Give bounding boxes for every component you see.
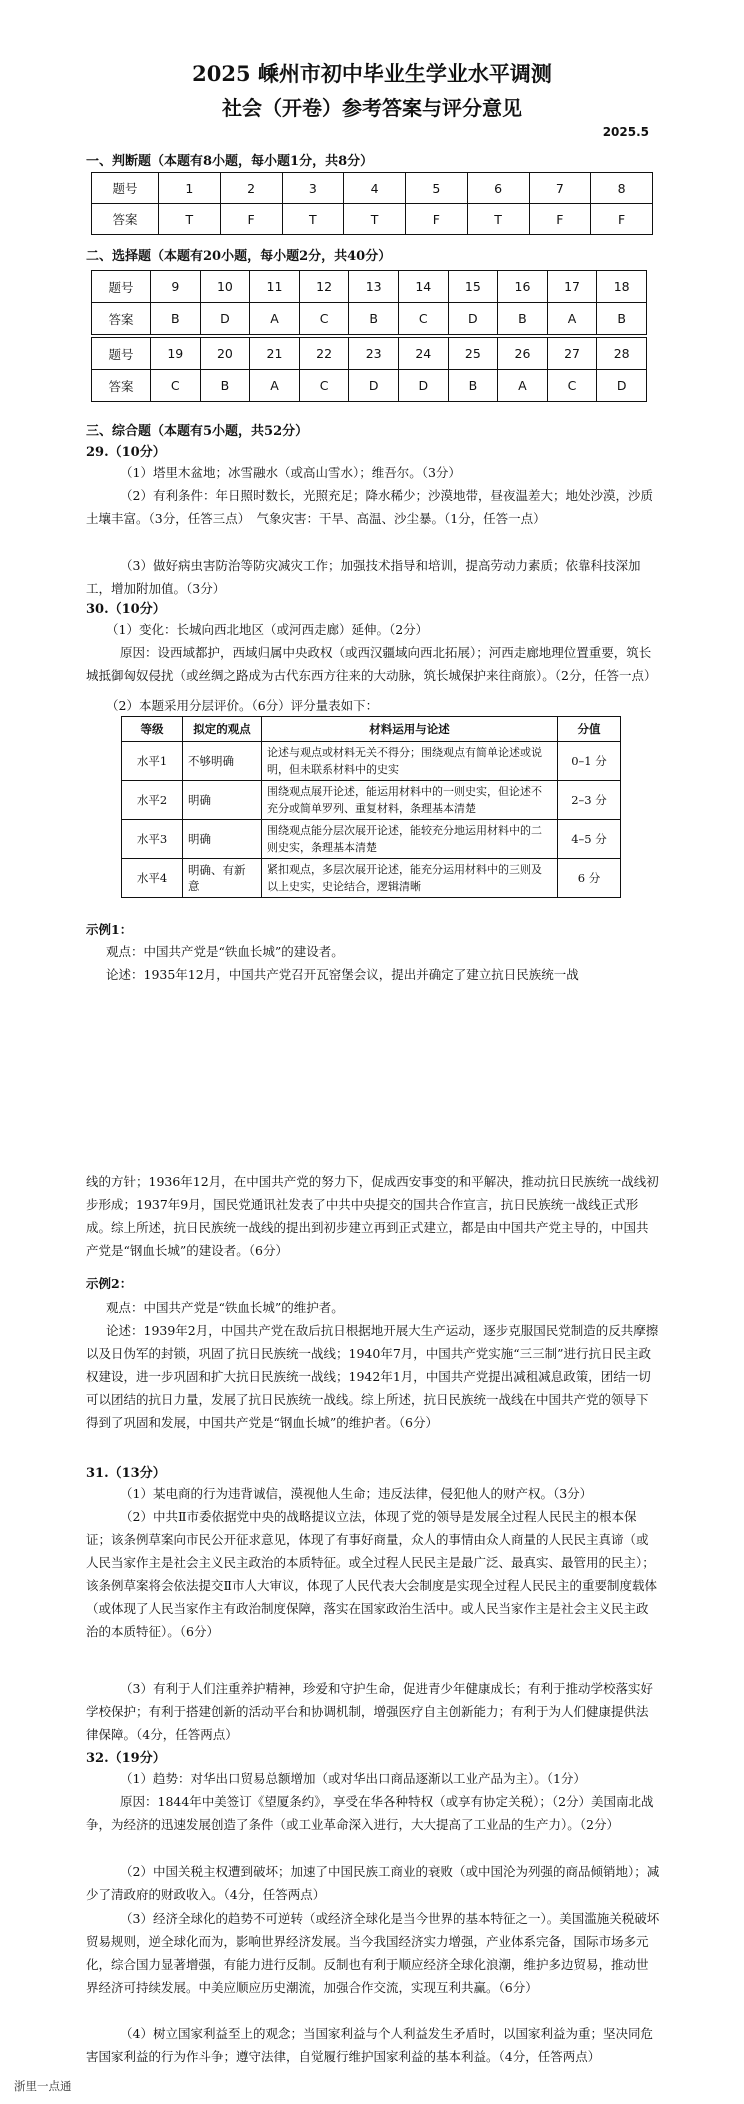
table-cell: B bbox=[151, 303, 201, 337]
table-cell: 15 bbox=[448, 271, 498, 303]
table-cell: 20 bbox=[200, 336, 250, 370]
q32-answer-3: （3）经济全球化的趋势不可逆转（或经济全球化是当今世界的基本特征之一）。美国滥施关税破坏贸易规则，逆全球化而为，影响世界经济发展。当今我国经济实力增强，产业体系完备，国际市场多元化，综合国力显著增强，有能力进行反制。反制也有利于顺应经济全球化浪潮，维护多边贸易，推动世界经济可持续发展。中美应顺应历史潮流，加强合作交流，实现互利共赢。（6分） bbox=[86, 1911, 660, 1995]
q31-answer-1: （1）某电商的行为违背诚信，漠视他人生命；违反法律，侵犯他人的财产权。（3分） bbox=[120, 1486, 593, 1501]
exam-title: 2025 嵊州市初中毕业生学业水平调测 bbox=[192, 61, 552, 86]
table-cell: C bbox=[151, 370, 201, 402]
table-cell: 11 bbox=[250, 271, 300, 303]
table-cell: A bbox=[547, 303, 597, 337]
example2-view: 观点：中国共产党是“铁血长城”的维护者。 bbox=[106, 1300, 344, 1315]
multiple-choice-table bbox=[91, 270, 647, 402]
q31-answer-3: （3）有利于人们注重养护精神，珍爱和守护生命，促进青少年健康成长；有利于推动学校落实好学校保护；有利于搭建创新的活动平台和协调机制，增强医疗自主创新能力；有利于为人们健康提供法律保障。（4分，任答两点） bbox=[86, 1681, 653, 1742]
q32-title: 32.（19分） bbox=[86, 1751, 166, 1766]
table-cell: D bbox=[349, 370, 399, 402]
exam-date: 2025.5 bbox=[602, 125, 649, 139]
page-gap bbox=[0, 1000, 744, 1162]
table-row bbox=[122, 717, 621, 742]
table-cell: F bbox=[220, 204, 282, 235]
q30-answer-2: （2）本题采用分层评价。（6分）评分量表如下： bbox=[106, 698, 379, 713]
rubric-level: 水平4 bbox=[122, 859, 183, 898]
example1-view: 观点：中国共产党是“铁血长城”的建设者。 bbox=[106, 944, 344, 959]
table-cell: 13 bbox=[349, 271, 399, 303]
table-cell: C bbox=[398, 303, 448, 337]
q29-title: 29.（10分） bbox=[86, 445, 166, 460]
rubric-view: 明确 bbox=[183, 781, 262, 820]
table-cell: 3 bbox=[282, 173, 344, 204]
rubric-level: 水平3 bbox=[122, 820, 183, 859]
table-cell: 21 bbox=[250, 336, 300, 370]
table-cell: F bbox=[591, 204, 653, 235]
true-false-table bbox=[91, 172, 653, 235]
table-row bbox=[92, 173, 653, 204]
answer-page-2 bbox=[0, 1162, 744, 2104]
table-cell: 23 bbox=[349, 336, 399, 370]
table-cell: 6 bbox=[467, 173, 529, 204]
q30-answer-1: （1）变化：长城向西北地区（或河西走廊）延伸。（2分） bbox=[106, 622, 429, 637]
table-cell: 26 bbox=[498, 336, 548, 370]
rubric-view: 明确、有新意 bbox=[183, 859, 262, 898]
exam-subtitle: 社会（开卷）参考答案与评分意见 bbox=[222, 96, 522, 120]
table-cell: 2 bbox=[220, 173, 282, 204]
table-cell: 答案 bbox=[92, 204, 159, 235]
section2-heading: 二、选择题（本题有20小题，每小题2分，共40分） bbox=[86, 249, 392, 264]
example1-label: 示例1： bbox=[86, 922, 133, 937]
table-cell: 8 bbox=[591, 173, 653, 204]
table-cell: B bbox=[349, 303, 399, 337]
rubric-view: 不够明确 bbox=[183, 742, 262, 781]
rubric-header: 拟定的观点 bbox=[183, 717, 262, 742]
table-row bbox=[92, 303, 647, 337]
example1-argument-start: 论述：1935年12月，中国共产党召开瓦窑堡会议，提出并确定了建立抗日民族统一战 bbox=[106, 967, 579, 982]
table-cell: 答案 bbox=[92, 303, 151, 337]
watermark: 浙里一点通 bbox=[14, 2079, 72, 2093]
table-cell: 17 bbox=[547, 271, 597, 303]
table-cell: B bbox=[498, 303, 548, 337]
table-cell: A bbox=[250, 370, 300, 402]
table-cell: B bbox=[200, 370, 250, 402]
rubric-view: 明确 bbox=[183, 820, 262, 859]
table-cell: F bbox=[529, 204, 591, 235]
q31-title: 31.（13分） bbox=[86, 1466, 166, 1481]
table-cell: T bbox=[282, 204, 344, 235]
q31-answer-2: （2）中共Ⅱ市委依据党中央的战略提议立法，体现了党的领导是发展全过程人民民主的根本保证；该条例草案向市民公开征求意见，体现了有事好商量，众人的事情由众人商量的人民民主真谛（或人民当家作主是社会主义民主政治的本质特征。或全过程人民民主是最广泛、最真实、最管用的民主）；该条例草案将会依法提交Ⅱ市人大审议，体现了人民代表大会制度是实现全过程人民民主的重要制度载体（或体现了人民当家作主有政治制度保障，落实在国家政治生活中。或人民当家作主是社会主义民主政治的本质特征）。（6分） bbox=[86, 1509, 657, 1639]
table-cell: 10 bbox=[200, 271, 250, 303]
section3-heading: 三、综合题（本题有5小题，共52分） bbox=[86, 424, 309, 439]
table-row bbox=[122, 820, 621, 859]
example2-label: 示例2： bbox=[86, 1276, 133, 1291]
rubric-score: 0–1 分 bbox=[558, 742, 621, 781]
table-cell: 24 bbox=[398, 336, 448, 370]
table-cell: 5 bbox=[406, 173, 468, 204]
table-cell: T bbox=[344, 204, 406, 235]
rubric-desc: 论述与观点或材料无关不得分；围绕观点有简单论述或说明，但未联系材料中的史实 bbox=[262, 742, 558, 781]
table-cell: D bbox=[448, 303, 498, 337]
table-cell: T bbox=[159, 204, 221, 235]
section1-heading-text: 一、判断题（本题有8小题，每小题1分，共8分） bbox=[86, 154, 374, 169]
table-cell: B bbox=[448, 370, 498, 402]
table-row bbox=[92, 336, 647, 370]
rubric-level: 水平2 bbox=[122, 781, 183, 820]
answer-page-1 bbox=[0, 0, 744, 1000]
table-cell: 12 bbox=[299, 271, 349, 303]
q30-title: 30.（10分） bbox=[86, 602, 166, 617]
example1-argument-cont: 线的方针；1936年12月，在中国共产党的努力下，促成西安事变的和平解决，推动抗日民族统一战线初步形成；1937年9月，国民党通讯社发表了中共中央提交的国共合作宣言，抗日民族统一战线正式形成。综上所述，抗日民族统一战线的提出到初步建立再到正式建立，都是由中国共产党主导的，中国共产党是“钢血长城”的建设者。（6分） bbox=[86, 1174, 659, 1258]
table-cell: A bbox=[498, 370, 548, 402]
rubric-score: 6 分 bbox=[558, 859, 621, 898]
table-cell: B bbox=[597, 303, 647, 337]
rubric-table bbox=[121, 716, 621, 898]
table-cell: 1 bbox=[159, 173, 221, 204]
table-cell: 19 bbox=[151, 336, 201, 370]
rubric-score: 4–5 分 bbox=[558, 820, 621, 859]
q32-answer-2: （2）中国关税主权遭到破坏；加速了中国民族工商业的衰败（或中国沦为列强的商品倾销地）；减少了清政府的财政收入。（4分，任答两点） bbox=[86, 1864, 660, 1902]
table-cell: D bbox=[200, 303, 250, 337]
example2-argument: 论述：1939年2月，中国共产党在敌后抗日根据地开展大生产运动，逐步克服国民党制造的反共摩擦以及日伪军的封锁，巩固了抗日民族统一战线；1940年7月，中国共产党实施“三三制”进行抗日民主政权建设，进一步巩固和扩大抗日民族统一战线；1942年1月，中国共产党提出减租减息政策，团结一切可以团结的抗日力量，发展了抗日民族统一战线。综上所述，抗日民族统一战线在中国共产党的领导下得到了巩固和发展，中国共产党是“钢血长城”的维护者。（6分） bbox=[86, 1323, 659, 1430]
table-row bbox=[92, 370, 647, 402]
table-cell: 题号 bbox=[92, 271, 151, 303]
q29-answer-2: （2）有利条件：年日照时数长，光照充足；降水稀少；沙漠地带，昼夜温差大；地处沙漠，沙质土壤丰富。（3分，任答三点） 气象灾害：干旱、高温、沙尘暴。（1分，任答一点） bbox=[86, 488, 653, 526]
table-cell: A bbox=[250, 303, 300, 337]
section1-heading bbox=[86, 150, 373, 169]
table-cell: 14 bbox=[398, 271, 448, 303]
table-cell: 答案 bbox=[92, 370, 151, 402]
q29-answer-3: （3）做好病虫害防治等防灾减灾工作；加强技术指导和培训，提高劳动力素质；依靠科技深加工，增加附加值。（3分） bbox=[86, 558, 641, 596]
table-cell: 25 bbox=[448, 336, 498, 370]
table-row bbox=[122, 742, 621, 781]
table-cell: T bbox=[467, 204, 529, 235]
table-cell: 28 bbox=[597, 336, 647, 370]
rubric-header: 材料运用与论述 bbox=[262, 717, 558, 742]
q32-answer-4: （4）树立国家利益至上的观念；当国家利益与个人利益发生矛盾时，以国家利益为重；坚决同危害国家利益的行为作斗争；遵守法律，自觉履行维护国家利益的基本利益。（4分，任答两点） bbox=[86, 2026, 653, 2064]
rubric-header: 分值 bbox=[558, 717, 621, 742]
rubric-desc: 围绕观点展开论述，能运用材料中的一则史实，但论述不充分或简单罗列、重复材料，条理基本清楚 bbox=[262, 781, 558, 820]
table-cell: 4 bbox=[344, 173, 406, 204]
table-row bbox=[122, 781, 621, 820]
table-cell: 22 bbox=[299, 336, 349, 370]
q32-answer-1-reason: 原因：1844年中美签订《望厦条约》，享受在华各种特权（或享有协定关税）；（2分）美国南北战争，为经济的迅速发展创造了条件（或工业革命深入进行，大大提高了工业品的生产力）。（2分） bbox=[86, 1794, 654, 1832]
rubric-level: 水平1 bbox=[122, 742, 183, 781]
table-row bbox=[122, 859, 621, 898]
table-cell: 9 bbox=[151, 271, 201, 303]
table-cell: 题号 bbox=[92, 336, 151, 370]
q29-answer-1: （1）塔里木盆地；冰雪融水（或高山雪水）；维吾尔。（3分） bbox=[120, 465, 461, 480]
rubric-desc: 紧扣观点，多层次展开论述，能充分运用材料中的三则及以上史实，史论结合，逻辑清晰 bbox=[262, 859, 558, 898]
table-cell: C bbox=[299, 370, 349, 402]
table-cell: F bbox=[406, 204, 468, 235]
table-cell: D bbox=[398, 370, 448, 402]
rubric-score: 2–3 分 bbox=[558, 781, 621, 820]
table-cell: D bbox=[597, 370, 647, 402]
table-row bbox=[92, 204, 653, 235]
q30-answer-reason: 原因：设西域都护，西域归属中央政权（或西汉疆域向西北拓展）；河西走廊地理位置重要，筑长城抵御匈奴侵扰（或丝绸之路成为古代东西方往来的大动脉，筑长城保护来往商旅）。（2分，任答一点） bbox=[86, 645, 657, 683]
table-cell: C bbox=[547, 370, 597, 402]
table-cell: 7 bbox=[529, 173, 591, 204]
table-cell: 16 bbox=[498, 271, 548, 303]
table-cell: 题号 bbox=[92, 173, 159, 204]
table-cell: 27 bbox=[547, 336, 597, 370]
q32-answer-1: （1）趋势：对华出口贸易总额增加（或对华出口商品逐渐以工业产品为主）。（1分） bbox=[120, 1771, 586, 1786]
table-cell: C bbox=[299, 303, 349, 337]
rubric-desc: 围绕观点能分层次展开论述，能较充分地运用材料中的二则史实，条理基本清楚 bbox=[262, 820, 558, 859]
rubric-header: 等级 bbox=[122, 717, 183, 742]
table-cell: 18 bbox=[597, 271, 647, 303]
table-row bbox=[92, 271, 647, 303]
